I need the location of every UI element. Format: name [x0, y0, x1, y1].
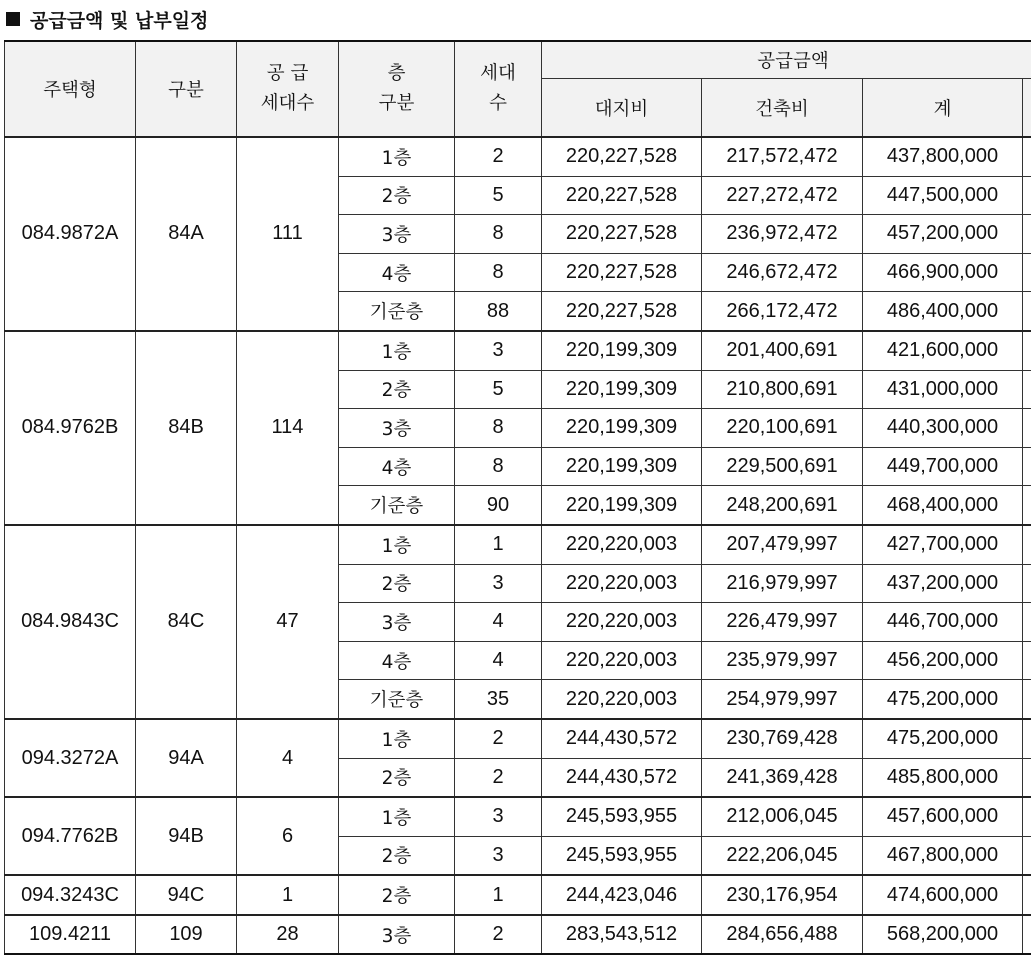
cell-extra — [1023, 447, 1031, 486]
cell-extra — [1023, 176, 1031, 215]
cell-land-cost: 245,593,955 — [542, 797, 702, 836]
cell-building-cost: 201,400,691 — [702, 331, 863, 370]
cell-extra — [1023, 292, 1031, 331]
cell-category: 84B — [136, 331, 237, 525]
cell-building-cost: 222,206,045 — [702, 836, 863, 875]
cell-households: 88 — [455, 292, 542, 331]
cell-extra — [1023, 215, 1031, 254]
supply-price-table-wrapper — [4, 40, 1031, 955]
cell-households: 1 — [455, 525, 542, 564]
cell-floor: 기준층 — [339, 292, 455, 331]
cell-land-cost: 220,220,003 — [542, 564, 702, 603]
cell-land-cost: 245,593,955 — [542, 836, 702, 875]
cell-floor: 1층 — [339, 331, 455, 370]
cell-total: 447,500,000 — [863, 176, 1023, 215]
cell-households: 4 — [455, 641, 542, 680]
section-title-text: 공급금액 및 납부일정 — [30, 9, 209, 32]
cell-floor: 기준층 — [339, 680, 455, 719]
cell-building-cost: 230,769,428 — [702, 719, 863, 758]
cell-building-cost: 230,176,954 — [702, 875, 863, 915]
cell-land-cost: 220,227,528 — [542, 215, 702, 254]
header-floor-line1: 층 — [387, 63, 406, 84]
cell-land-cost: 220,227,528 — [542, 137, 702, 176]
cell-total: 431,000,000 — [863, 370, 1023, 409]
cell-households: 35 — [455, 680, 542, 719]
cell-extra — [1023, 603, 1031, 642]
cell-floor: 2층 — [339, 370, 455, 409]
header-supply-units — [237, 41, 339, 137]
header-floor — [339, 41, 455, 137]
cell-land-cost: 244,423,046 — [542, 875, 702, 915]
square-bullet-icon — [6, 12, 20, 26]
cell-total: 446,700,000 — [863, 603, 1023, 642]
cell-land-cost: 220,199,309 — [542, 486, 702, 525]
cell-floor: 1층 — [339, 525, 455, 564]
cell-floor: 1층 — [339, 137, 455, 176]
cell-households: 8 — [455, 215, 542, 254]
cell-supply-units: 6 — [237, 797, 339, 875]
cell-building-cost: 284,656,488 — [702, 915, 863, 955]
cell-land-cost: 220,220,003 — [542, 641, 702, 680]
cell-housing-type: 084.9762B — [5, 331, 136, 525]
cell-households: 5 — [455, 176, 542, 215]
cell-extra — [1023, 370, 1031, 409]
cell-households: 2 — [455, 915, 542, 955]
cell-category: 109 — [136, 915, 237, 955]
cell-households: 90 — [455, 486, 542, 525]
cell-households: 2 — [455, 758, 542, 797]
cell-extra — [1023, 137, 1031, 176]
cell-extra — [1023, 680, 1031, 719]
cell-households: 5 — [455, 370, 542, 409]
cell-extra — [1023, 486, 1031, 525]
header-supply-amount: 공급금액 — [542, 41, 1031, 79]
cell-households: 4 — [455, 603, 542, 642]
table-row — [5, 915, 1031, 955]
cell-category: 84C — [136, 525, 237, 719]
section-title — [6, 4, 208, 34]
supply-price-table — [4, 40, 1031, 955]
header-households-line1: 세대 — [480, 63, 516, 84]
cell-land-cost: 220,220,003 — [542, 525, 702, 564]
cell-extra — [1023, 719, 1031, 758]
cell-households: 3 — [455, 331, 542, 370]
cell-extra — [1023, 836, 1031, 875]
cell-category: 94C — [136, 875, 237, 915]
header-extra-cell — [1023, 79, 1031, 138]
cell-households: 8 — [455, 409, 542, 448]
cell-floor: 2층 — [339, 564, 455, 603]
header-total: 계 — [863, 79, 1023, 138]
header-category: 구분 — [136, 41, 237, 137]
cell-extra — [1023, 797, 1031, 836]
cell-floor: 1층 — [339, 719, 455, 758]
cell-floor: 4층 — [339, 641, 455, 680]
cell-building-cost: 236,972,472 — [702, 215, 863, 254]
cell-households: 3 — [455, 564, 542, 603]
cell-households: 3 — [455, 836, 542, 875]
cell-housing-type: 094.7762B — [5, 797, 136, 875]
cell-extra — [1023, 253, 1031, 292]
cell-floor: 2층 — [339, 758, 455, 797]
table-row — [5, 525, 1031, 564]
cell-total: 456,200,000 — [863, 641, 1023, 680]
cell-total: 421,600,000 — [863, 331, 1023, 370]
cell-building-cost: 210,800,691 — [702, 370, 863, 409]
cell-land-cost: 220,220,003 — [542, 603, 702, 642]
cell-building-cost: 217,572,472 — [702, 137, 863, 176]
cell-extra — [1023, 331, 1031, 370]
table-row — [5, 137, 1031, 176]
cell-households: 8 — [455, 253, 542, 292]
table-row — [5, 797, 1031, 836]
cell-building-cost: 220,100,691 — [702, 409, 863, 448]
header-floor-line2: 구분 — [378, 93, 415, 114]
cell-total: 427,700,000 — [863, 525, 1023, 564]
cell-households: 3 — [455, 797, 542, 836]
header-households — [455, 41, 542, 137]
cell-building-cost: 241,369,428 — [702, 758, 863, 797]
cell-total: 474,600,000 — [863, 875, 1023, 915]
cell-building-cost: 226,479,997 — [702, 603, 863, 642]
cell-category: 94B — [136, 797, 237, 875]
cell-housing-type: 109.4211 — [5, 915, 136, 955]
cell-land-cost: 220,227,528 — [542, 292, 702, 331]
cell-households: 8 — [455, 447, 542, 486]
cell-total: 449,700,000 — [863, 447, 1023, 486]
cell-total: 457,600,000 — [863, 797, 1023, 836]
cell-total: 486,400,000 — [863, 292, 1023, 331]
cell-extra — [1023, 915, 1031, 955]
cell-total: 440,300,000 — [863, 409, 1023, 448]
cell-households: 2 — [455, 719, 542, 758]
cell-floor: 기준층 — [339, 486, 455, 525]
cell-supply-units: 1 — [237, 875, 339, 915]
cell-land-cost: 283,543,512 — [542, 915, 702, 955]
cell-floor: 3층 — [339, 409, 455, 448]
cell-building-cost: 212,006,045 — [702, 797, 863, 836]
cell-extra — [1023, 758, 1031, 797]
cell-floor: 3층 — [339, 915, 455, 955]
cell-supply-units: 28 — [237, 915, 339, 955]
cell-land-cost: 244,430,572 — [542, 719, 702, 758]
cell-housing-type: 094.3272A — [5, 719, 136, 797]
cell-land-cost: 220,199,309 — [542, 370, 702, 409]
cell-floor: 3층 — [339, 603, 455, 642]
cell-total: 437,800,000 — [863, 137, 1023, 176]
cell-total: 437,200,000 — [863, 564, 1023, 603]
cell-building-cost: 216,979,997 — [702, 564, 863, 603]
cell-floor: 2층 — [339, 875, 455, 915]
cell-households: 1 — [455, 875, 542, 915]
cell-housing-type: 084.9843C — [5, 525, 136, 719]
cell-total: 457,200,000 — [863, 215, 1023, 254]
cell-households: 2 — [455, 137, 542, 176]
cell-building-cost: 246,672,472 — [702, 253, 863, 292]
cell-total: 485,800,000 — [863, 758, 1023, 797]
header-supply-units-line1: 공 급 — [266, 63, 309, 84]
cell-total: 568,200,000 — [863, 915, 1023, 955]
cell-total: 466,900,000 — [863, 253, 1023, 292]
cell-building-cost: 235,979,997 — [702, 641, 863, 680]
cell-supply-units: 111 — [237, 137, 339, 331]
cell-extra — [1023, 525, 1031, 564]
cell-building-cost: 227,272,472 — [702, 176, 863, 215]
table-row — [5, 875, 1031, 915]
header-land-cost: 대지비 — [542, 79, 702, 138]
cell-floor: 3층 — [339, 215, 455, 254]
cell-category: 94A — [136, 719, 237, 797]
table-body — [5, 137, 1031, 954]
cell-category: 84A — [136, 137, 237, 331]
cell-land-cost: 220,199,309 — [542, 331, 702, 370]
cell-floor: 1층 — [339, 797, 455, 836]
cell-total: 475,200,000 — [863, 719, 1023, 758]
cell-land-cost: 220,199,309 — [542, 409, 702, 448]
cell-building-cost: 229,500,691 — [702, 447, 863, 486]
cell-building-cost: 207,479,997 — [702, 525, 863, 564]
cell-land-cost: 220,199,309 — [542, 447, 702, 486]
cell-total: 468,400,000 — [863, 486, 1023, 525]
cell-land-cost: 220,227,528 — [542, 253, 702, 292]
cell-housing-type: 094.3243C — [5, 875, 136, 915]
header-households-line2: 수 — [489, 93, 507, 114]
cell-housing-type: 084.9872A — [5, 137, 136, 331]
cell-building-cost: 254,979,997 — [702, 680, 863, 719]
table-row — [5, 331, 1031, 370]
cell-total: 467,800,000 — [863, 836, 1023, 875]
cell-building-cost: 266,172,472 — [702, 292, 863, 331]
cell-supply-units: 4 — [237, 719, 339, 797]
header-supply-units-line2: 세대수 — [260, 93, 315, 114]
cell-land-cost: 244,430,572 — [542, 758, 702, 797]
cell-total: 475,200,000 — [863, 680, 1023, 719]
cell-extra — [1023, 641, 1031, 680]
cell-land-cost: 220,220,003 — [542, 680, 702, 719]
table-header — [5, 41, 1031, 137]
cell-extra — [1023, 564, 1031, 603]
cell-floor: 2층 — [339, 836, 455, 875]
cell-floor: 2층 — [339, 176, 455, 215]
cell-floor: 4층 — [339, 253, 455, 292]
cell-supply-units: 114 — [237, 331, 339, 525]
cell-building-cost: 248,200,691 — [702, 486, 863, 525]
table-row — [5, 719, 1031, 758]
cell-extra — [1023, 875, 1031, 915]
cell-supply-units: 47 — [237, 525, 339, 719]
cell-floor: 4층 — [339, 447, 455, 486]
cell-land-cost: 220,227,528 — [542, 176, 702, 215]
header-building-cost: 건축비 — [702, 79, 863, 138]
header-housing-type: 주택형 — [5, 41, 136, 137]
cell-extra — [1023, 409, 1031, 448]
